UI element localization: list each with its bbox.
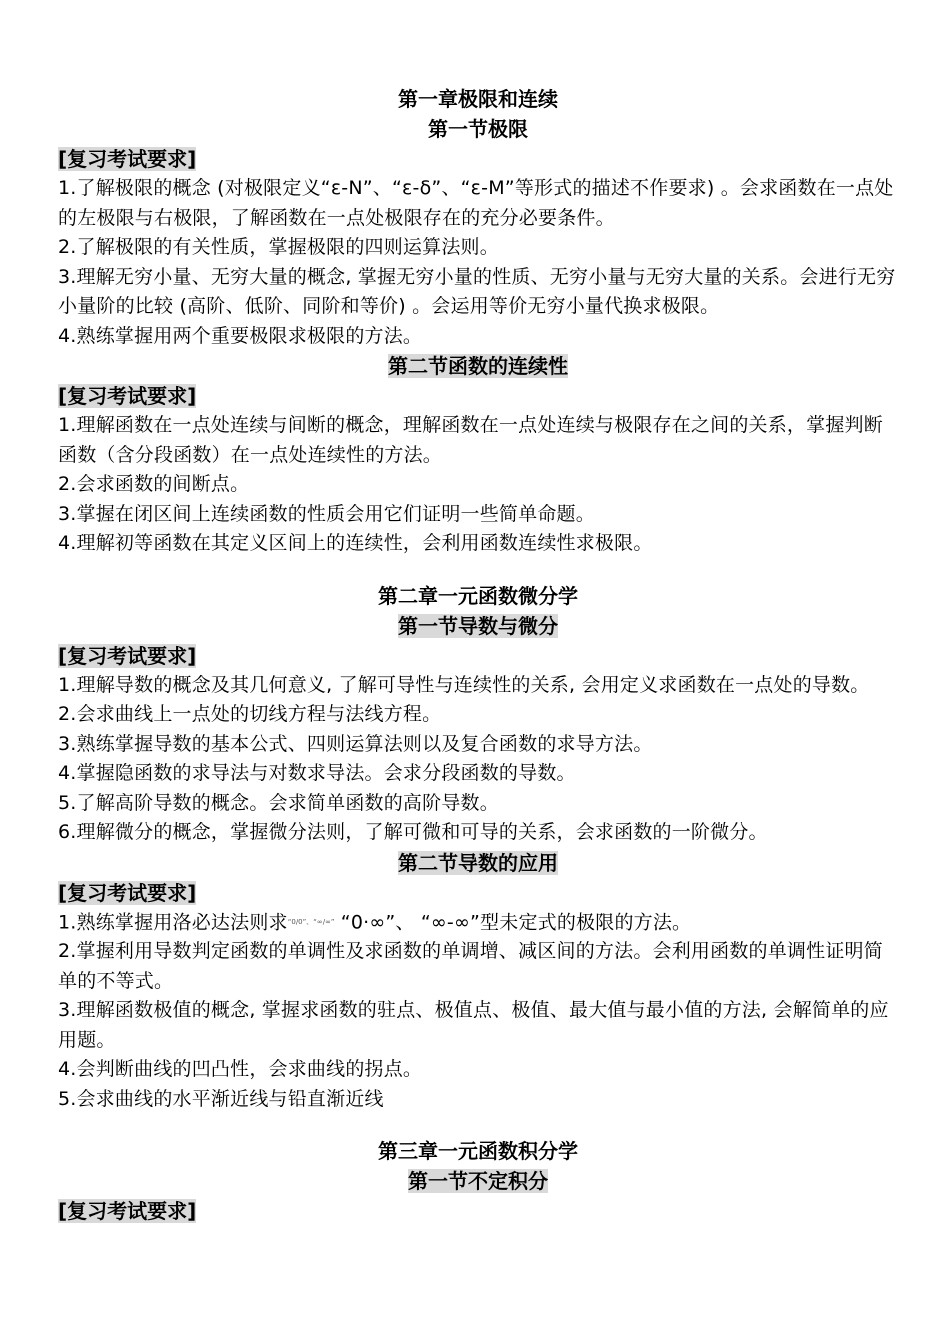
list-item: 1.理解函数在一点处连续与间断的概念，理解函数在一点处连续与极限存在之间的关系，掌握判断函数（含分段函数）在一点处连续性的方法。: [58, 414, 883, 466]
list-item: 3.理解函数极值的概念, 掌握求函数的驻点、极值点、极值、最大值与最小值的方法, 会解简单的应用题。: [58, 999, 889, 1051]
list-item: 3.掌握在闭区间上连续函数的性质会用它们证明一些简单命题。: [58, 502, 595, 525]
list-item: 4.熟练掌握用两个重要极限求极限的方法。: [58, 324, 423, 347]
review-requirements-heading: [复习考试要求]: [58, 147, 197, 171]
document-page: [58, 84, 898, 1226]
list-item: 1.了解极限的概念 (对极限定义“ε-N”、“ε-δ”、“ε-M”等形式的描述不作要求) 。会求函数在一点处的左极限与右极限，了解函数在一点处极限存在的充分必要条件。: [58, 177, 894, 229]
chapter-3-title: 第三章一元函数积分学: [378, 1139, 578, 1164]
list-item: 2.会求曲线上一点处的切线方程与法线方程。: [58, 703, 442, 725]
list-item: 4.理解初等函数在其定义区间上的连续性，会利用函数连续性求极限。: [58, 532, 653, 554]
chapter-1-title: 第一章极限和连续: [398, 87, 558, 111]
chapter-2-section-1-title: 第一节导数与微分: [398, 613, 558, 638]
chapter-2-title: 第二章一元函数微分学: [378, 583, 578, 608]
list-item: 5.了解高阶导数的概念。会求简单函数的高阶导数。: [58, 791, 499, 814]
list-item: 2.掌握利用导数判定函数的单调性及求函数的单调增、减区间的方法。会利用函数的单调性证明简单的不等式。: [58, 940, 883, 992]
formula-text: “0/0”、“∞/∞”: [287, 917, 335, 926]
review-requirements-heading: [复习考试要求]: [58, 384, 197, 408]
list-item: 1.理解导数的概念及其几何意义, 了解可导性与连续性的关系, 会用定义求函数在一点处的导数。: [58, 673, 870, 696]
review-requirements-heading: [复习考试要求]: [58, 1199, 197, 1224]
chapter-2-section-2-title: 第二节导数的应用: [398, 850, 558, 875]
chapter-3-section-1-title: 第一节不定积分: [408, 1169, 548, 1194]
list-item: 2.会求函数的间断点。: [58, 473, 250, 495]
review-requirements-heading: [复习考试要求]: [58, 880, 197, 905]
chapter-1-section-1-title: 第一节极限: [428, 117, 528, 141]
chapter-1-section-2-title: 第二节函数的连续性: [388, 354, 568, 378]
list-item: [58, 908, 898, 938]
list-item: 2.了解极限的有关性质，掌握极限的四则运算法则。: [58, 236, 499, 258]
list-item: 4.会判断曲线的凹凸性，会求曲线的拐点。: [58, 1058, 423, 1081]
list-item: 4.掌握隐函数的求导法与对数求导法。会求分段函数的导数。: [58, 762, 576, 784]
list-item: 3.熟练掌握导数的基本公式、四则运算法则以及复合函数的求导方法。: [58, 732, 653, 755]
item-text: “0·∞”、 “∞-∞”型未定式的极限的方法。: [334, 910, 692, 933]
list-item: 6.理解微分的概念，掌握微分法则，了解可微和可导的关系，会求函数的一阶微分。: [58, 821, 768, 843]
item-text: 1.熟练掌握用洛必达法则求: [58, 910, 288, 933]
review-requirements-heading: [复习考试要求]: [58, 643, 197, 668]
list-item: 3.理解无穷小量、无穷大量的概念, 掌握无穷小量的性质、无穷小量与无穷大量的关系。会进行无穷小量阶的比较 (高阶、低阶、同阶和等价) 。会运用等价无穷小量代换求极限。: [58, 265, 896, 317]
list-item: 5.会求曲线的水平渐近线与铅直渐近线: [58, 1087, 384, 1110]
